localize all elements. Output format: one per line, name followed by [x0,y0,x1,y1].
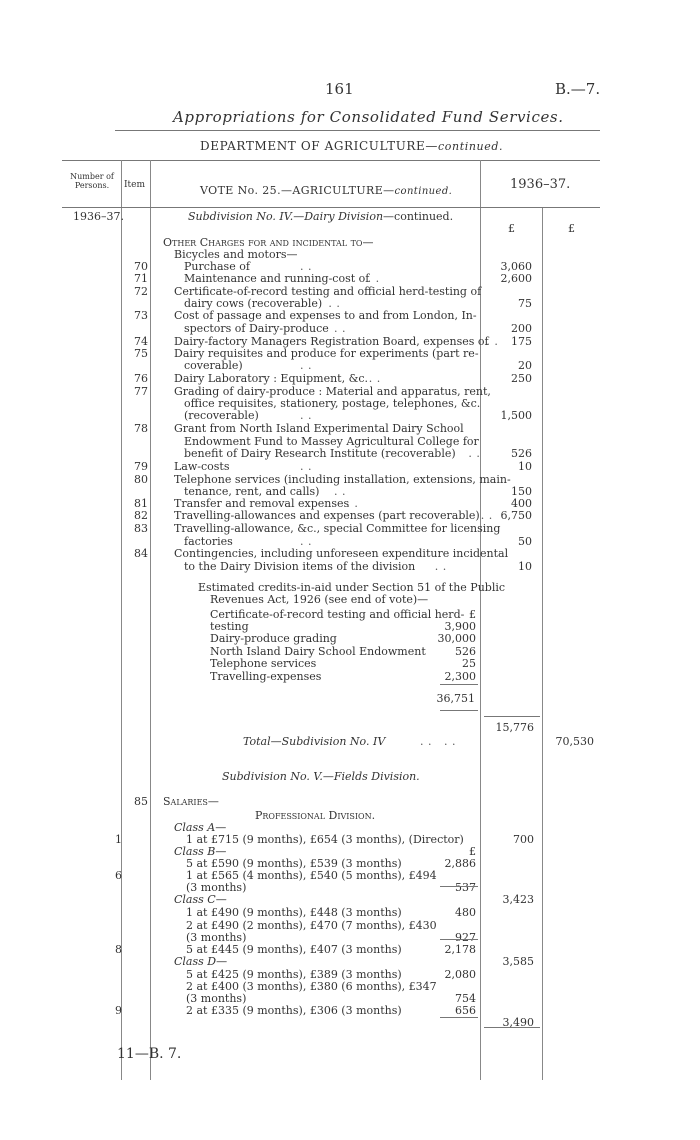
salary-subtotal: 2,080 [444,968,476,981]
total-subdivision-iv-value: 70,530 [555,735,594,748]
credits-total-rule [440,684,478,685]
department-name: DEPARTMENT OF AGRICULTURE— [200,139,439,153]
credit-description: testing [210,620,249,633]
item-description: Law-costs [174,460,230,473]
class-b-rule [440,886,478,887]
item-header: Item [124,180,146,190]
year-header: 1936–37. [510,177,571,192]
item-number: 77 [134,385,148,398]
subtotal-rule [484,716,540,717]
leader-dots: . . [300,460,312,473]
leader-dots: . . [300,535,312,548]
item-description: benefit of Dairy Research Institute (recoverable) [184,447,456,460]
item-description: Endowment Fund to Massey Agricultural College for [184,435,479,448]
credit-value: 3,900 [444,620,476,633]
salary-line: 1 at £490 (9 months), £448 (3 months) [186,906,402,919]
leader-dots: . . [300,359,312,372]
item-number: 74 [134,335,148,348]
salary-subtotal: £ [469,845,476,858]
subdivision-iv-subtotal: 15,776 [495,721,534,734]
leader-dots: . . [300,260,312,273]
item-amount: 526 [511,447,532,460]
year-column-rule [480,160,481,1080]
credit-value: £ [469,608,476,621]
salary-line: 2 at £490 (2 months), £470 (7 months), £430 [186,919,437,932]
salary-line: 1 at £565 (4 months), £540 (5 months), £494 [186,869,437,882]
item-amount: 200 [511,322,532,335]
item-number: 78 [134,422,148,435]
salary-subtotal: 480 [455,906,476,919]
class-total: 700 [513,833,534,846]
salary-line: (3 months) [186,992,247,1005]
item-85: 85 [134,795,148,808]
class-heading: Class C— [174,893,227,906]
item-number: 82 [134,509,148,522]
salary-line: 5 at £590 (9 months), £539 (3 months) [186,857,402,870]
credit-description: Travelling-expenses [210,670,322,683]
vote-continued: continued. [394,186,453,197]
item-description: factories [184,535,233,548]
running-title: Appropriations for Consolidated Fund Services. [173,108,564,126]
credit-description: North Island Dairy School Endowment [210,645,426,658]
credits-intro-line-1: Estimated credits-in-aid under Section 51 of the Public [198,581,506,594]
item-amount: 10 [518,560,532,573]
item-description: Dairy Laboratory : Equipment, &c. [174,372,369,385]
footer-signature: 11—B. 7. [117,1046,182,1062]
subdivision-v-heading: Subdivision No. V.—Fields Division. [222,770,420,783]
item-number: 71 [134,272,148,285]
item-number: 75 [134,347,148,360]
other-charges-heading: Other Charges for and incidental to— [163,236,374,249]
item-amount: 2,600 [500,272,532,285]
item-description: Grading of dairy-produce : Material and apparatus, rent, [174,385,491,398]
leader-dots: . . [486,335,499,348]
item-number: 80 [134,473,148,486]
item-description: Cost of passage and expenses to and from London, In- [174,309,477,322]
item-amount: 175 [511,335,532,348]
item-number: 72 [134,285,148,298]
leader-dots: . . [300,409,312,422]
salary-line: 5 at £425 (9 months), £389 (3 months) [186,968,402,981]
final-amount: 3,490 [502,1016,534,1029]
persons-count: 6 [115,869,122,882]
department-heading [200,139,503,153]
item-description: Certificate-of-record testing and official herd-testing of [174,285,482,298]
item-amount: 3,060 [500,260,532,273]
professional-division-heading: Professional Division. [255,809,376,822]
page-number: 161 [325,80,354,98]
salary-line: 2 at £335 (9 months), £306 (3 months) [186,1004,402,1017]
credit-value: 526 [455,645,476,658]
credit-value: 2,300 [444,670,476,683]
item-number: 73 [134,309,148,322]
salary-line: (3 months) [186,931,247,944]
item-description: dairy cows (recoverable) [184,297,323,310]
item-amount: 150 [511,485,532,498]
salary-subtotal: 656 [455,1004,476,1017]
item-description: Maintenance and running-cost of [184,272,370,285]
item-description: spectors of Dairy-produce [184,322,329,335]
item-amount: 1,500 [500,409,532,422]
item-number: 79 [134,460,148,473]
salaries-heading: Salaries— [163,795,219,808]
persons-count: 8 [115,943,122,956]
item-description: Bicycles and motors— [174,248,298,261]
subdivision-iv-heading [188,210,453,223]
salary-subtotal: 754 [455,992,476,1005]
persons-count: 1 [115,833,122,846]
subdivision-iv-continued: —continued. [383,210,454,223]
item-amount: 6,750 [500,509,532,522]
class-heading: Class D— [174,955,228,968]
total-dots: . . . . [420,735,456,748]
class-heading: Class B— [174,845,227,858]
item-amount: 250 [511,372,532,385]
item-number: 70 [134,260,148,273]
salary-subtotal: 537 [455,881,476,894]
credit-value: 25 [462,657,476,670]
persons-header: Number of Persons. [70,172,114,190]
pound-sign-col2: £ [568,222,575,235]
total-subdivision-iv-label: Total—Subdivision No. IV [243,735,386,748]
total-column-rule [542,208,543,1080]
class-total: 3,585 [502,955,534,968]
subdivision-iv-title: Subdivision No. IV.—Dairy Division [188,210,384,223]
leader-dots: . . [468,447,481,460]
class-c-rule [440,939,478,940]
credit-description: Certificate-of-record testing and official herd- [210,608,465,621]
persons-count: 9 [115,1004,122,1017]
leader-dots: . . [480,509,493,522]
item-amount: 400 [511,497,532,510]
leader-dots: . . [328,297,341,310]
item-number: 76 [134,372,148,385]
credit-description: Telephone services [210,657,317,670]
salary-subtotal: 927 [455,931,476,944]
header-bottom-rule [62,207,600,208]
salary-line: 1 at £715 (9 months), £654 (3 months), (Director) [186,833,464,846]
item-amount: 50 [518,535,532,548]
item-number: 83 [134,522,148,535]
class-d-rule [440,1017,478,1018]
salary-line: (3 months) [186,881,247,894]
item-description: Purchase of [184,260,250,273]
item-description: Contingencies, including unforeseen expenditure incidental [174,547,509,560]
credit-value: 30,000 [437,632,476,645]
item-description: tenance, rent, and calls) [184,485,320,498]
item-description: office requisites, stationery, postage, telephones, &c. [184,397,481,410]
item-description: Travelling-allowances and expenses (part recoverable) [174,509,480,522]
salary-subtotal: 2,178 [444,943,476,956]
leader-dots: . . [334,322,346,335]
credits-intro-line-2: Revenues Act, 1926 (see end of vote)— [210,593,429,606]
class-total: 3,423 [502,893,534,906]
item-description: coverable) [184,359,243,372]
pound-sign-col1: £ [508,222,515,235]
header-rule [115,130,600,131]
item-column-rule [150,160,151,1080]
persons-year: 1936–37. [73,210,124,223]
item-description: Dairy requisites and produce for experiments (part re- [174,347,479,360]
credit-description: Dairy-produce grading [210,632,337,645]
credits-total-bottom-rule [440,710,478,711]
salary-line: 2 at £400 (3 months), £380 (6 months), £347 [186,980,437,993]
salary-subtotal: 2,886 [444,857,476,870]
salary-line: 5 at £445 (9 months), £407 (3 months) [186,943,402,956]
document-code: B.—7. [555,80,601,98]
class-heading: Class A— [174,821,227,834]
item-number: 81 [134,497,148,510]
department-continued: continued. [438,140,504,153]
leader-dots: . . [434,560,447,573]
item-description: (recoverable) [184,409,259,422]
item-description: Transfer and removal expenses [174,497,350,510]
item-amount: 20 [518,359,532,372]
item-description: Travelling-allowance, &c., special Committee for licensing [174,522,501,535]
item-amount: 10 [518,460,532,473]
item-description: to the Dairy Division items of the division [184,560,416,573]
credits-total: 36,751 [436,692,475,705]
leader-dots: . . [346,497,359,510]
table-top-rule [62,160,600,161]
leader-dots: . . [368,372,381,385]
item-description: Dairy-factory Managers Registration Board, expenses of [174,335,489,348]
leader-dots: . . [334,485,346,498]
vote-title [200,184,452,197]
item-description: Grant from North Island Experimental Dairy School [174,422,464,435]
leader-dots: . . [367,272,380,285]
vote-name: VOTE No. 25.—AGRICULTURE— [200,184,395,197]
item-description: Telephone services (including installation, extensions, main- [174,473,511,486]
item-amount: 75 [518,297,532,310]
persons-column-rule [121,160,122,1080]
item-number: 84 [134,547,148,560]
